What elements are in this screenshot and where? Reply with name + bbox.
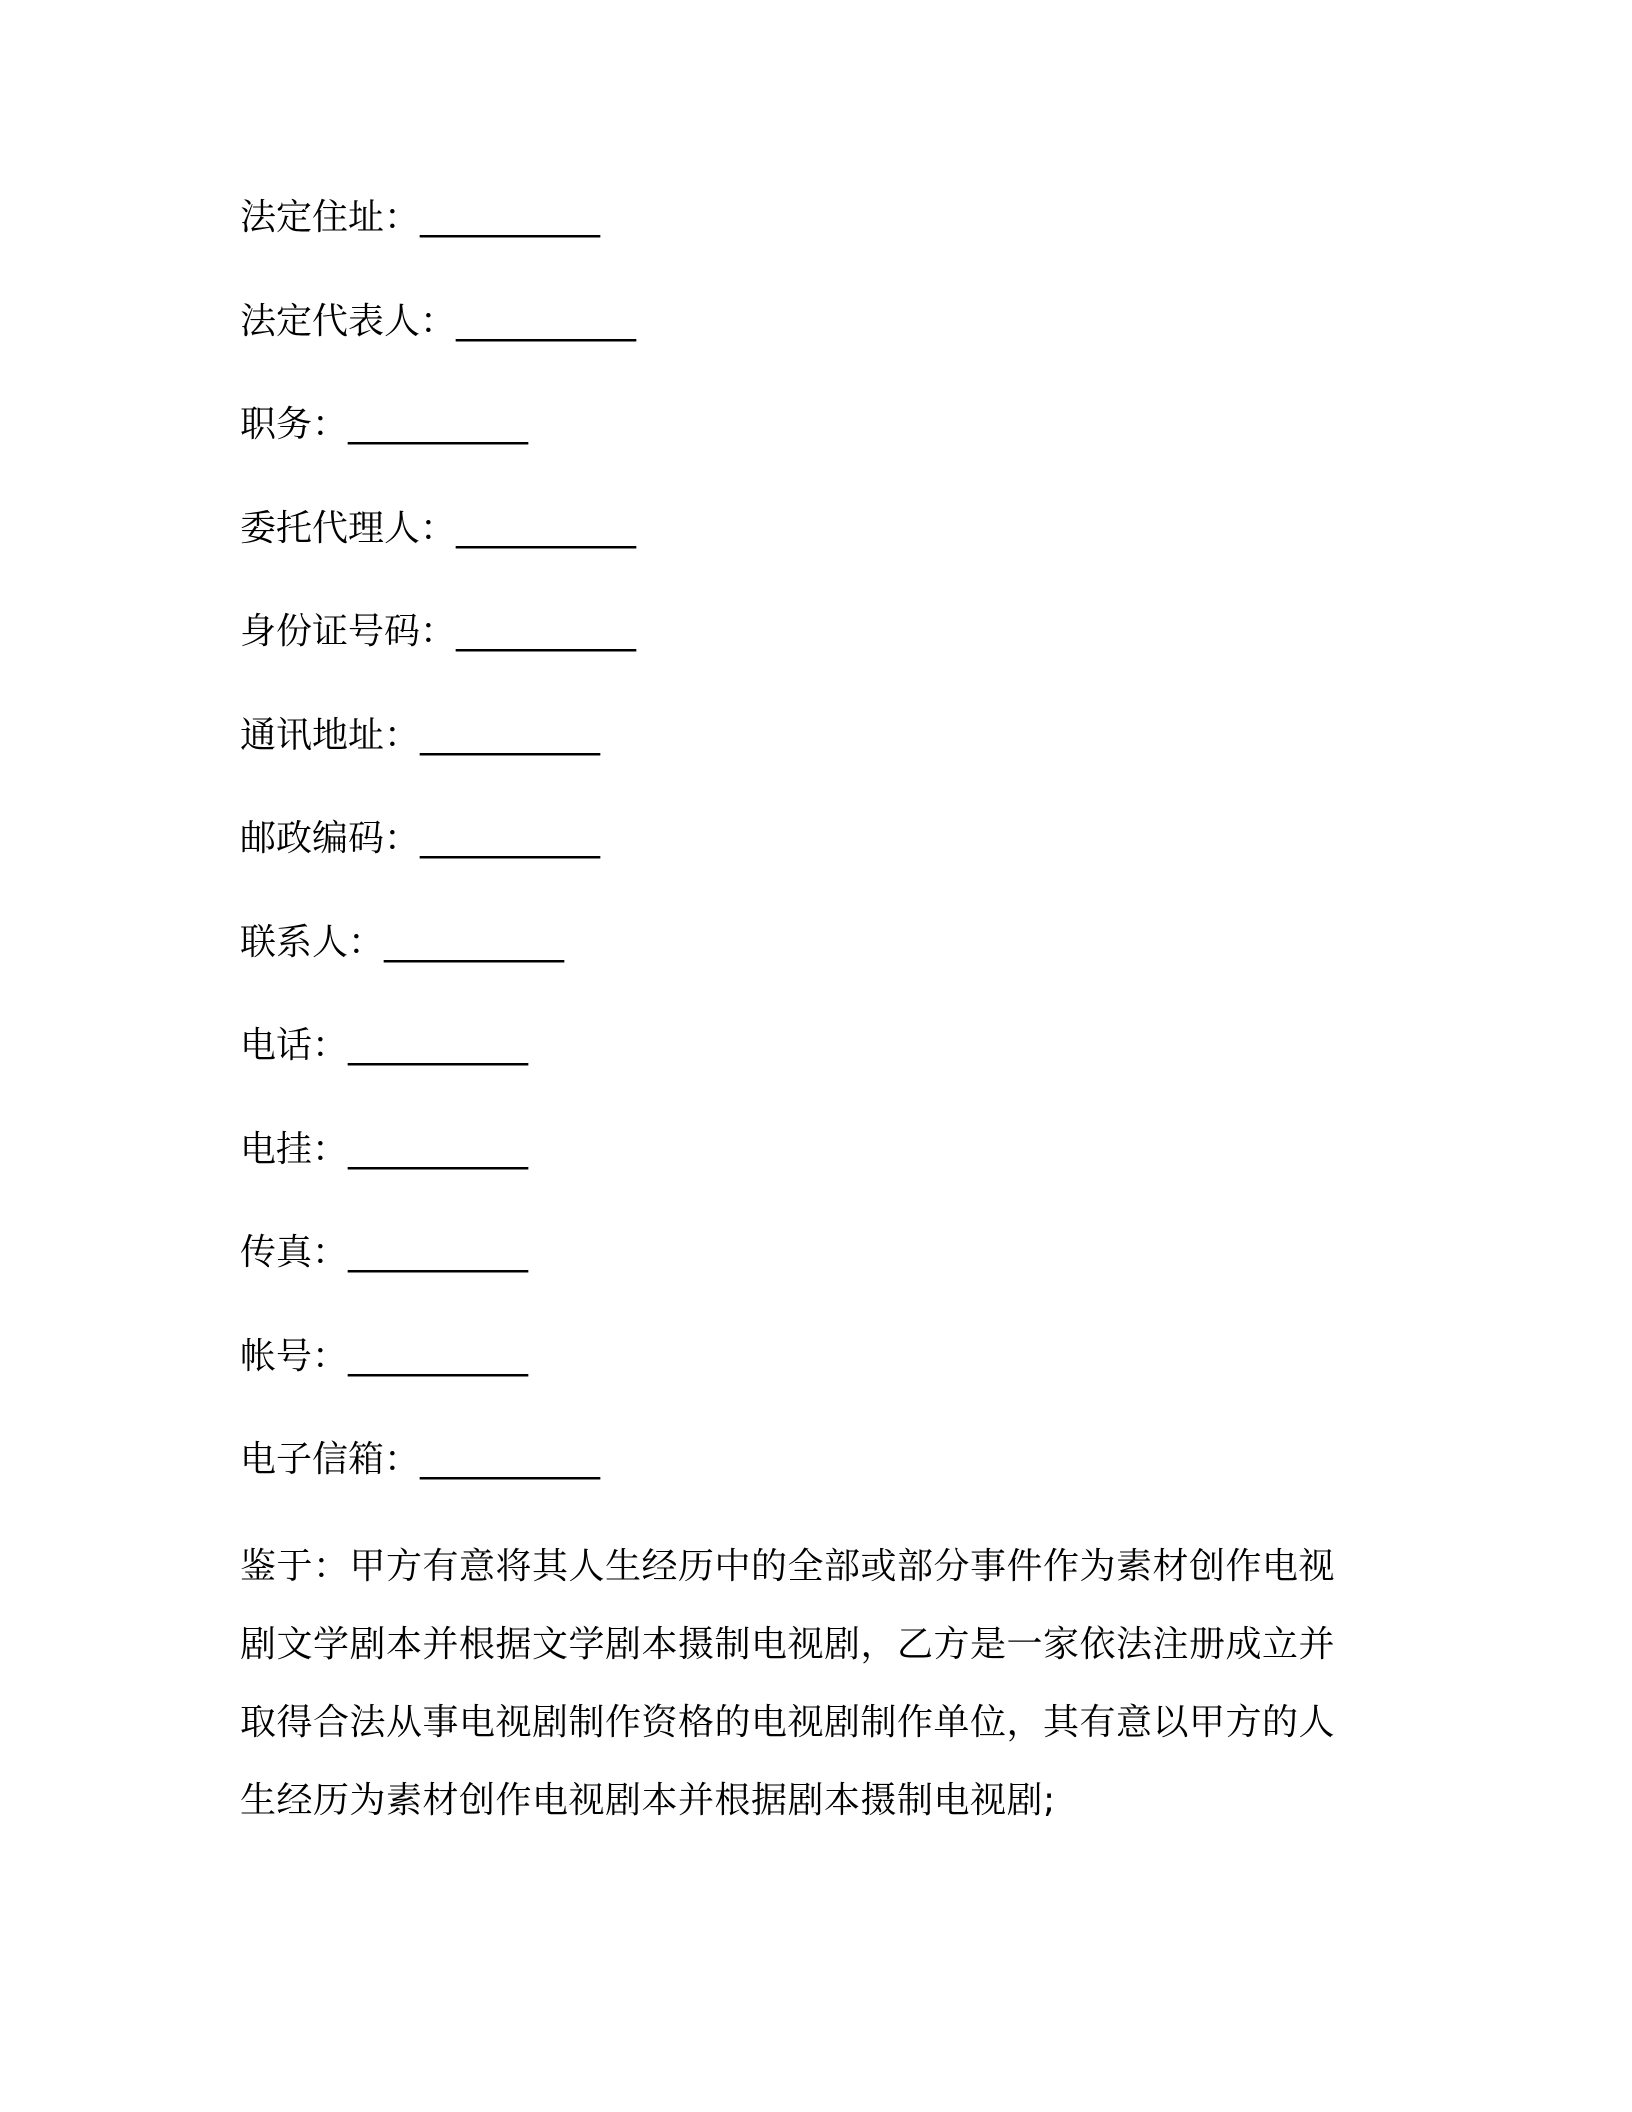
contact-fields [240,180,1440,1526]
field-cable [240,1112,1440,1216]
field-label: 电子信箱： [240,1439,421,1480]
field-label: 电话： [240,1025,349,1066]
field-label: 法定住址： [240,197,421,238]
field-mailing-address [240,698,1440,802]
field-blank-line: __________ [348,404,529,445]
recital-line: 取得合法从事电视剧制作资格的电视剧制作单位，其有意以甲方的人 [240,1702,1336,1743]
field-legal-address [240,180,1440,284]
field-label: 传真： [240,1232,349,1273]
field-label: 职务： [240,404,349,445]
recital-line: 生经历为素材创作电视剧本并根据剧本摄制电视剧; [240,1780,1056,1821]
field-label: 法定代表人： [240,300,457,342]
field-blank-line: __________ [348,1232,529,1273]
field-position [240,387,1440,491]
field-postal-code [240,801,1440,905]
field-blank-line: __________ [348,1025,529,1066]
field-id-number [240,594,1440,698]
field-phone [240,1008,1440,1112]
field-email [240,1422,1440,1526]
field-blank-line: __________ [420,1439,601,1480]
field-blank-line: __________ [348,1335,529,1377]
field-blank-line: __________ [456,507,637,549]
field-label: 联系人： [240,921,385,963]
field-authorized-agent [240,491,1440,595]
field-contact-person [240,905,1440,1009]
field-blank-line: __________ [348,1128,529,1170]
field-blank-line: __________ [456,300,637,342]
recital-paragraph [240,1528,1380,1840]
field-label: 通讯地址： [240,714,421,756]
field-account-number [240,1319,1440,1423]
field-label: 邮政编码： [240,818,421,859]
field-label: 电挂： [240,1128,349,1170]
field-legal-representative [240,284,1440,388]
field-blank-line: __________ [420,197,601,238]
field-fax [240,1215,1440,1319]
field-blank-line: __________ [456,611,637,652]
field-blank-line: __________ [420,818,601,859]
field-blank-line: __________ [384,921,565,963]
recital-line: 鉴于：甲方有意将其人生经历中的全部或部分事件作为素材创作电视 [240,1546,1336,1587]
recital-line: 剧文学剧本并根据文学剧本摄制电视剧，乙方是一家依法注册成立并 [240,1624,1336,1665]
field-label: 帐号： [240,1335,349,1377]
field-blank-line: __________ [420,714,601,756]
field-label: 委托代理人： [240,507,457,549]
field-label: 身份证号码： [240,611,457,652]
